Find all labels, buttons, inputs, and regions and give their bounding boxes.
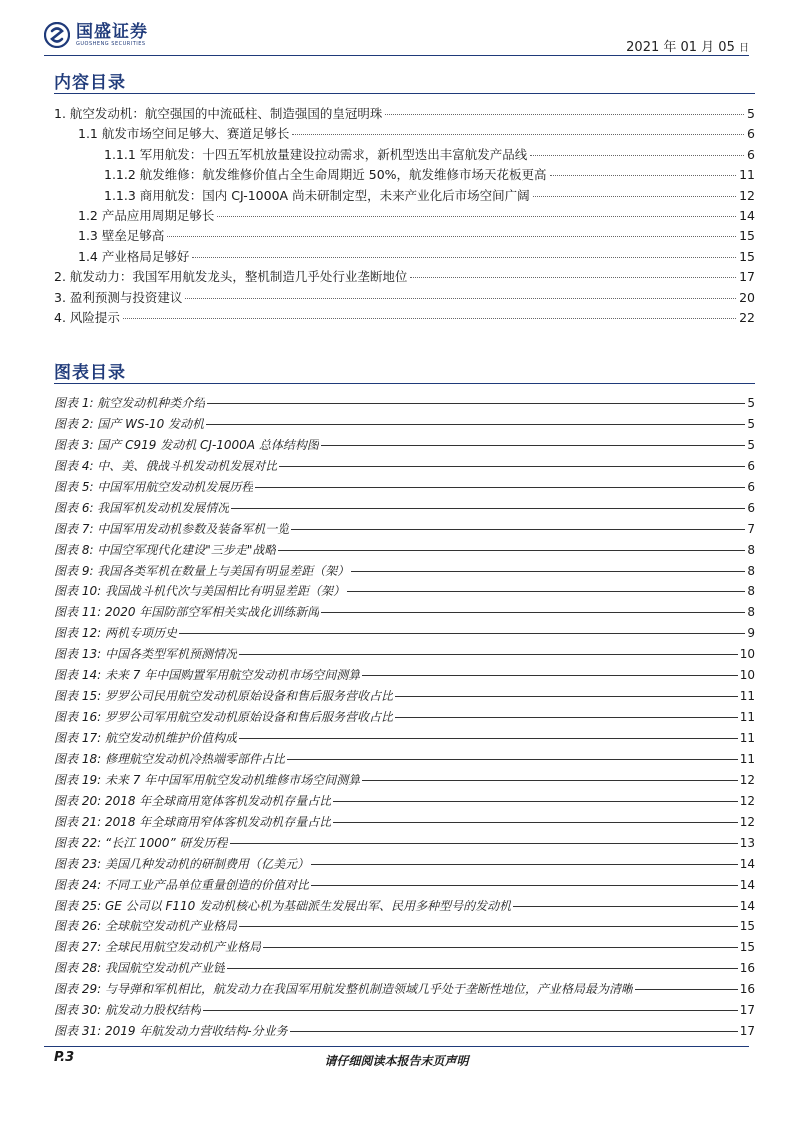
lof-entry-label: 图表 10: 我国战斗机代次与美国相比有明显差距（架）: [54, 584, 345, 599]
lof-entry[interactable]: [54, 1001, 755, 1022]
toc-entry-page: 6: [747, 126, 755, 142]
lof-entry-label: 图表 27: 全球民用航空发动机产业格局: [54, 940, 261, 955]
dot-leader: [321, 445, 746, 446]
toc-entry-label: 1.2 产品应用周期足够长: [78, 207, 215, 223]
toc-entry[interactable]: [54, 104, 755, 124]
lof-entry[interactable]: [54, 499, 755, 520]
lof-entry-label: 图表 31: 2019 年航发动力营收结构-分业务: [54, 1024, 288, 1039]
lof-entry[interactable]: [54, 415, 755, 436]
lof-entry-page: 6: [747, 479, 755, 494]
lof-entry-page: 8: [747, 584, 755, 599]
header-divider: [44, 55, 749, 56]
lof-entry-page: 16: [739, 961, 755, 976]
lof-entry-page: 7: [747, 521, 755, 536]
lof-entry-page: 16: [739, 982, 755, 997]
dot-leader: [167, 236, 736, 237]
dot-leader: [287, 759, 738, 760]
lof-entry[interactable]: [54, 980, 755, 1001]
lof-entry-page: 11: [739, 689, 755, 704]
lof-entry[interactable]: [54, 855, 755, 876]
logo-name-cn: 国盛证券: [76, 21, 148, 42]
lof-entry-page: 12: [739, 814, 755, 829]
lof-entry-label: 图表 24: 不同工业产品单位重量创造的价值对比: [54, 877, 309, 892]
lof-entry-page: 6: [747, 458, 755, 473]
lof-entry-page: 14: [739, 898, 755, 913]
lof-entry[interactable]: [54, 1022, 755, 1043]
lof-entry-page: 15: [739, 919, 755, 934]
lof-entry-label: 图表 4: 中、美、俄战斗机发动机发展对比: [54, 458, 278, 473]
lof-entry-label: 图表 22: “长江 1000” 研发历程: [54, 835, 228, 850]
lof-entry[interactable]: [54, 603, 755, 624]
toc-entry-page: 22: [739, 309, 755, 325]
lof-entry-label: 图表 18: 修理航空发动机冷热端零部件占比: [54, 751, 285, 766]
lof-entry-page: 5: [747, 396, 755, 410]
logo-name-en: GUOSHENG SECURITIES: [76, 40, 146, 47]
disclaimer-note: 请仔细阅读本报告末页声明: [324, 1054, 469, 1068]
toc-entry-page: 15: [739, 248, 755, 264]
lof-entry-page: 10: [739, 647, 755, 662]
lof-title: 图表目录: [54, 363, 126, 383]
toc-entry-label: 1.1 航发市场空间足够大、赛道足够长: [78, 126, 290, 142]
dot-leader: [227, 968, 738, 969]
toc-entry-page: 14: [739, 207, 755, 223]
dot-leader: [533, 196, 737, 197]
lof-entry-page: 15: [739, 940, 755, 955]
footer-divider: [44, 1046, 749, 1047]
toc-entry-label: 2. 航发动力：我国军用航发龙头，整机制造几乎处行业垄断地位: [54, 269, 408, 285]
lof-entry-page: 12: [739, 772, 755, 787]
lof-entry[interactable]: [54, 478, 755, 499]
lof-title-divider: [54, 383, 755, 384]
lof-entry-label: 图表 2: 国产 WS-10 发动机: [54, 416, 205, 431]
toc-entry-label: 1. 航空发动机：航空强国的中流砥柱、制造强国的皇冠明珠: [54, 106, 383, 121]
lof-entry-label: 图表 26: 全球航空发动机产业格局: [54, 919, 237, 934]
dot-leader: [230, 843, 738, 844]
toc-entry[interactable]: [54, 145, 755, 165]
toc-entry[interactable]: [54, 165, 755, 185]
dot-leader: [333, 801, 737, 802]
lof-entry[interactable]: [54, 645, 755, 666]
toc-entry-page: 15: [739, 228, 755, 244]
lof-entry[interactable]: [54, 750, 755, 771]
lof-entry-label: 图表 12: 两机专项历史: [54, 626, 177, 641]
toc-entry-label: 1.1.2 航发维修：航发维修价值占全生命周期近 50%，航发维修市场天花板更高: [104, 167, 547, 183]
dot-leader: [290, 1031, 738, 1032]
dot-leader: [321, 612, 745, 613]
toc-entry[interactable]: [54, 186, 755, 206]
dot-leader: [351, 571, 745, 572]
dot-leader: [263, 947, 738, 948]
lof-entry-page: 14: [739, 856, 755, 871]
lof-entry-page: 11: [739, 710, 755, 725]
lof-entry-page: 8: [747, 605, 755, 620]
dot-leader: [206, 424, 745, 425]
toc-entry-page: 20: [739, 289, 755, 305]
lof-entry-label: 图表 8: 中国空军现代化建设"三步走"战略: [54, 542, 277, 557]
dot-leader: [231, 508, 745, 509]
toc-entry[interactable]: [54, 124, 755, 144]
lof-entry[interactable]: [54, 582, 755, 603]
lof-entry-label: 图表 21: 2018 年全球商用窄体客机发动机存量占比: [54, 814, 332, 829]
lof-entry[interactable]: [54, 813, 755, 834]
lof-entry[interactable]: [54, 876, 755, 897]
dot-leader: [179, 633, 745, 634]
toc-entry[interactable]: [54, 267, 755, 287]
lof-entry-label: 图表 1: 航空发动机种类介绍: [54, 396, 206, 410]
dot-leader: [311, 864, 738, 865]
dot-leader: [410, 277, 736, 278]
lof-entry-page: 11: [739, 751, 755, 766]
dot-leader: [278, 550, 745, 551]
lof-entry-label: 图表 17: 航空发动机维护价值构成: [54, 731, 237, 745]
dot-leader: [239, 654, 738, 655]
toc-entry-page: 5: [747, 106, 755, 121]
lof-entry-label: 图表 5: 中国军用航空发动机发展历程: [54, 479, 254, 494]
dot-leader: [347, 591, 745, 592]
dot-leader: [291, 529, 745, 530]
toc-entry-page: 12: [739, 187, 755, 203]
lof-entry-label: 图表 9: 我国各类军机在数量上与美国有明显差距（架）: [54, 563, 350, 578]
toc-title-divider: [54, 93, 755, 94]
lof-entry[interactable]: [54, 541, 755, 562]
toc-entry[interactable]: [54, 247, 755, 267]
list-of-figures: [54, 394, 755, 1043]
report-date: 2021 年 01 月 05 日: [626, 40, 749, 55]
lof-entry-page: 8: [747, 542, 755, 557]
lof-entry[interactable]: [54, 436, 755, 457]
toc-entry[interactable]: [54, 288, 755, 308]
lof-entry-label: 图表 7: 中国军用发动机参数及装备军机一览: [54, 521, 290, 536]
lof-entry-label: 图表 23: 美国几种发动机的研制费用（亿美元）: [54, 856, 309, 871]
lof-entry-label: 图表 25: GE 公司以 F110 发动机核心机为基础派生发展出军、民用多种型号的发动机: [54, 898, 512, 913]
lof-entry[interactable]: [54, 520, 755, 541]
toc-entry-page: 6: [747, 146, 755, 162]
lof-entry[interactable]: [54, 834, 755, 855]
lof-entry-label: 图表 28: 我国航空发动机产业链: [54, 961, 225, 976]
toc-entry[interactable]: [54, 308, 755, 328]
dot-leader: [279, 466, 745, 467]
toc-entry[interactable]: [54, 226, 755, 246]
dot-leader: [362, 780, 738, 781]
lof-entry-page: 13: [739, 835, 755, 850]
table-of-contents: [54, 104, 755, 328]
toc-entry-page: 17: [739, 269, 755, 285]
lof-entry-label: 图表 30: 航发动力股权结构: [54, 1003, 201, 1018]
dot-leader: [192, 257, 736, 258]
lof-entry[interactable]: [54, 562, 755, 583]
lof-entry[interactable]: [54, 917, 755, 938]
lof-entry-page: 10: [739, 668, 755, 683]
lof-entry-label: 图表 3: 国产 C919 发动机 CJ-1000A 总体结构图: [54, 437, 319, 452]
toc-entry-label: 3. 盈利预测与投资建议: [54, 289, 183, 305]
lof-entry[interactable]: [54, 708, 755, 729]
dot-leader: [255, 487, 745, 488]
toc-entry[interactable]: [54, 206, 755, 226]
lof-entry[interactable]: [54, 959, 755, 980]
lof-entry-page: 17: [739, 1003, 755, 1018]
dot-leader: [185, 298, 736, 299]
lof-entry-label: 图表 29: 与导弹和军机相比，航发动力在我国军用航发整机制造领域几乎处于垄断性地位，产业格局最为清晰: [54, 982, 633, 997]
lof-entry-label: 图表 15: 罗罗公司民用航空发动机原始设备和售后服务营收占比: [54, 689, 393, 704]
page-number: P.3: [54, 1050, 75, 1065]
lof-entry-page: 8: [747, 563, 755, 578]
guosheng-logo-icon: [44, 22, 70, 48]
dot-leader: [362, 675, 738, 676]
lof-entry[interactable]: [54, 624, 755, 645]
lof-entry-label: 图表 14: 未来 7 年中国购置军用航空发动机市场空间测算: [54, 668, 361, 683]
toc-entry-label: 1.4 产业格局足够好: [78, 248, 190, 264]
lof-entry-label: 图表 16: 罗罗公司军用航空发动机原始设备和售后服务营收占比: [54, 710, 393, 725]
lof-entry[interactable]: [54, 457, 755, 478]
lof-entry[interactable]: [54, 729, 755, 750]
lof-entry[interactable]: [54, 938, 755, 959]
lof-entry[interactable]: [54, 792, 755, 813]
dot-leader: [217, 216, 736, 217]
lof-entry-page: 9: [747, 626, 755, 641]
lof-entry-page: 6: [747, 500, 755, 515]
toc-entry-label: 1.3 壁垒足够高: [78, 228, 165, 244]
page-header: [0, 0, 793, 62]
toc-entry-page: 11: [739, 167, 755, 183]
lof-entry-label: 图表 6: 我国军机发动机发展情况: [54, 500, 230, 515]
dot-leader: [292, 134, 744, 135]
lof-entry[interactable]: [54, 897, 755, 918]
dot-leader: [530, 155, 744, 156]
dot-leader: [207, 403, 745, 404]
lof-entry-page: 11: [739, 731, 755, 745]
lof-entry-page: 14: [739, 877, 755, 892]
toc-title: 内容目录: [54, 73, 126, 93]
lof-entry-page: 5: [747, 437, 755, 452]
toc-entry-label: 4. 风险提示: [54, 309, 120, 325]
company-logo: [44, 22, 148, 48]
lof-entry-label: 图表 19: 未来 7 年中国军用航空发动机维修市场空间测算: [54, 772, 361, 787]
dot-leader: [550, 175, 737, 176]
lof-entry-label: 图表 20: 2018 年全球商用宽体客机发动机存量占比: [54, 793, 332, 808]
toc-entry-label: 1.1.1 军用航发：十四五军机放量建设拉动需求，新机型迭出丰富航发产品线: [104, 146, 528, 162]
dot-leader: [513, 906, 738, 907]
lof-entry-page: 12: [739, 793, 755, 808]
dot-leader: [395, 717, 738, 718]
dot-leader: [395, 696, 738, 697]
lof-entry[interactable]: [54, 687, 755, 708]
lof-entry[interactable]: [54, 771, 755, 792]
dot-leader: [239, 738, 738, 739]
lof-entry[interactable]: [54, 394, 755, 415]
dot-leader: [123, 318, 736, 319]
dot-leader: [239, 926, 738, 927]
lof-entry-page: 17: [739, 1024, 755, 1039]
lof-entry-label: 图表 11: 2020 年国防部空军相关实战化训练新闻: [54, 605, 320, 620]
toc-entry-label: 1.1.3 商用航发：国内 CJ-1000A 尚未研制定型，未来产业化后市场空间广阔: [104, 187, 530, 203]
dot-leader: [333, 822, 737, 823]
lof-entry-page: 5: [747, 416, 755, 431]
dot-leader: [635, 989, 738, 990]
dot-leader: [385, 114, 744, 115]
dot-leader: [203, 1010, 738, 1011]
lof-entry[interactable]: [54, 666, 755, 687]
lof-entry-label: 图表 13: 中国各类型军机预测情况: [54, 647, 237, 662]
dot-leader: [311, 885, 738, 886]
